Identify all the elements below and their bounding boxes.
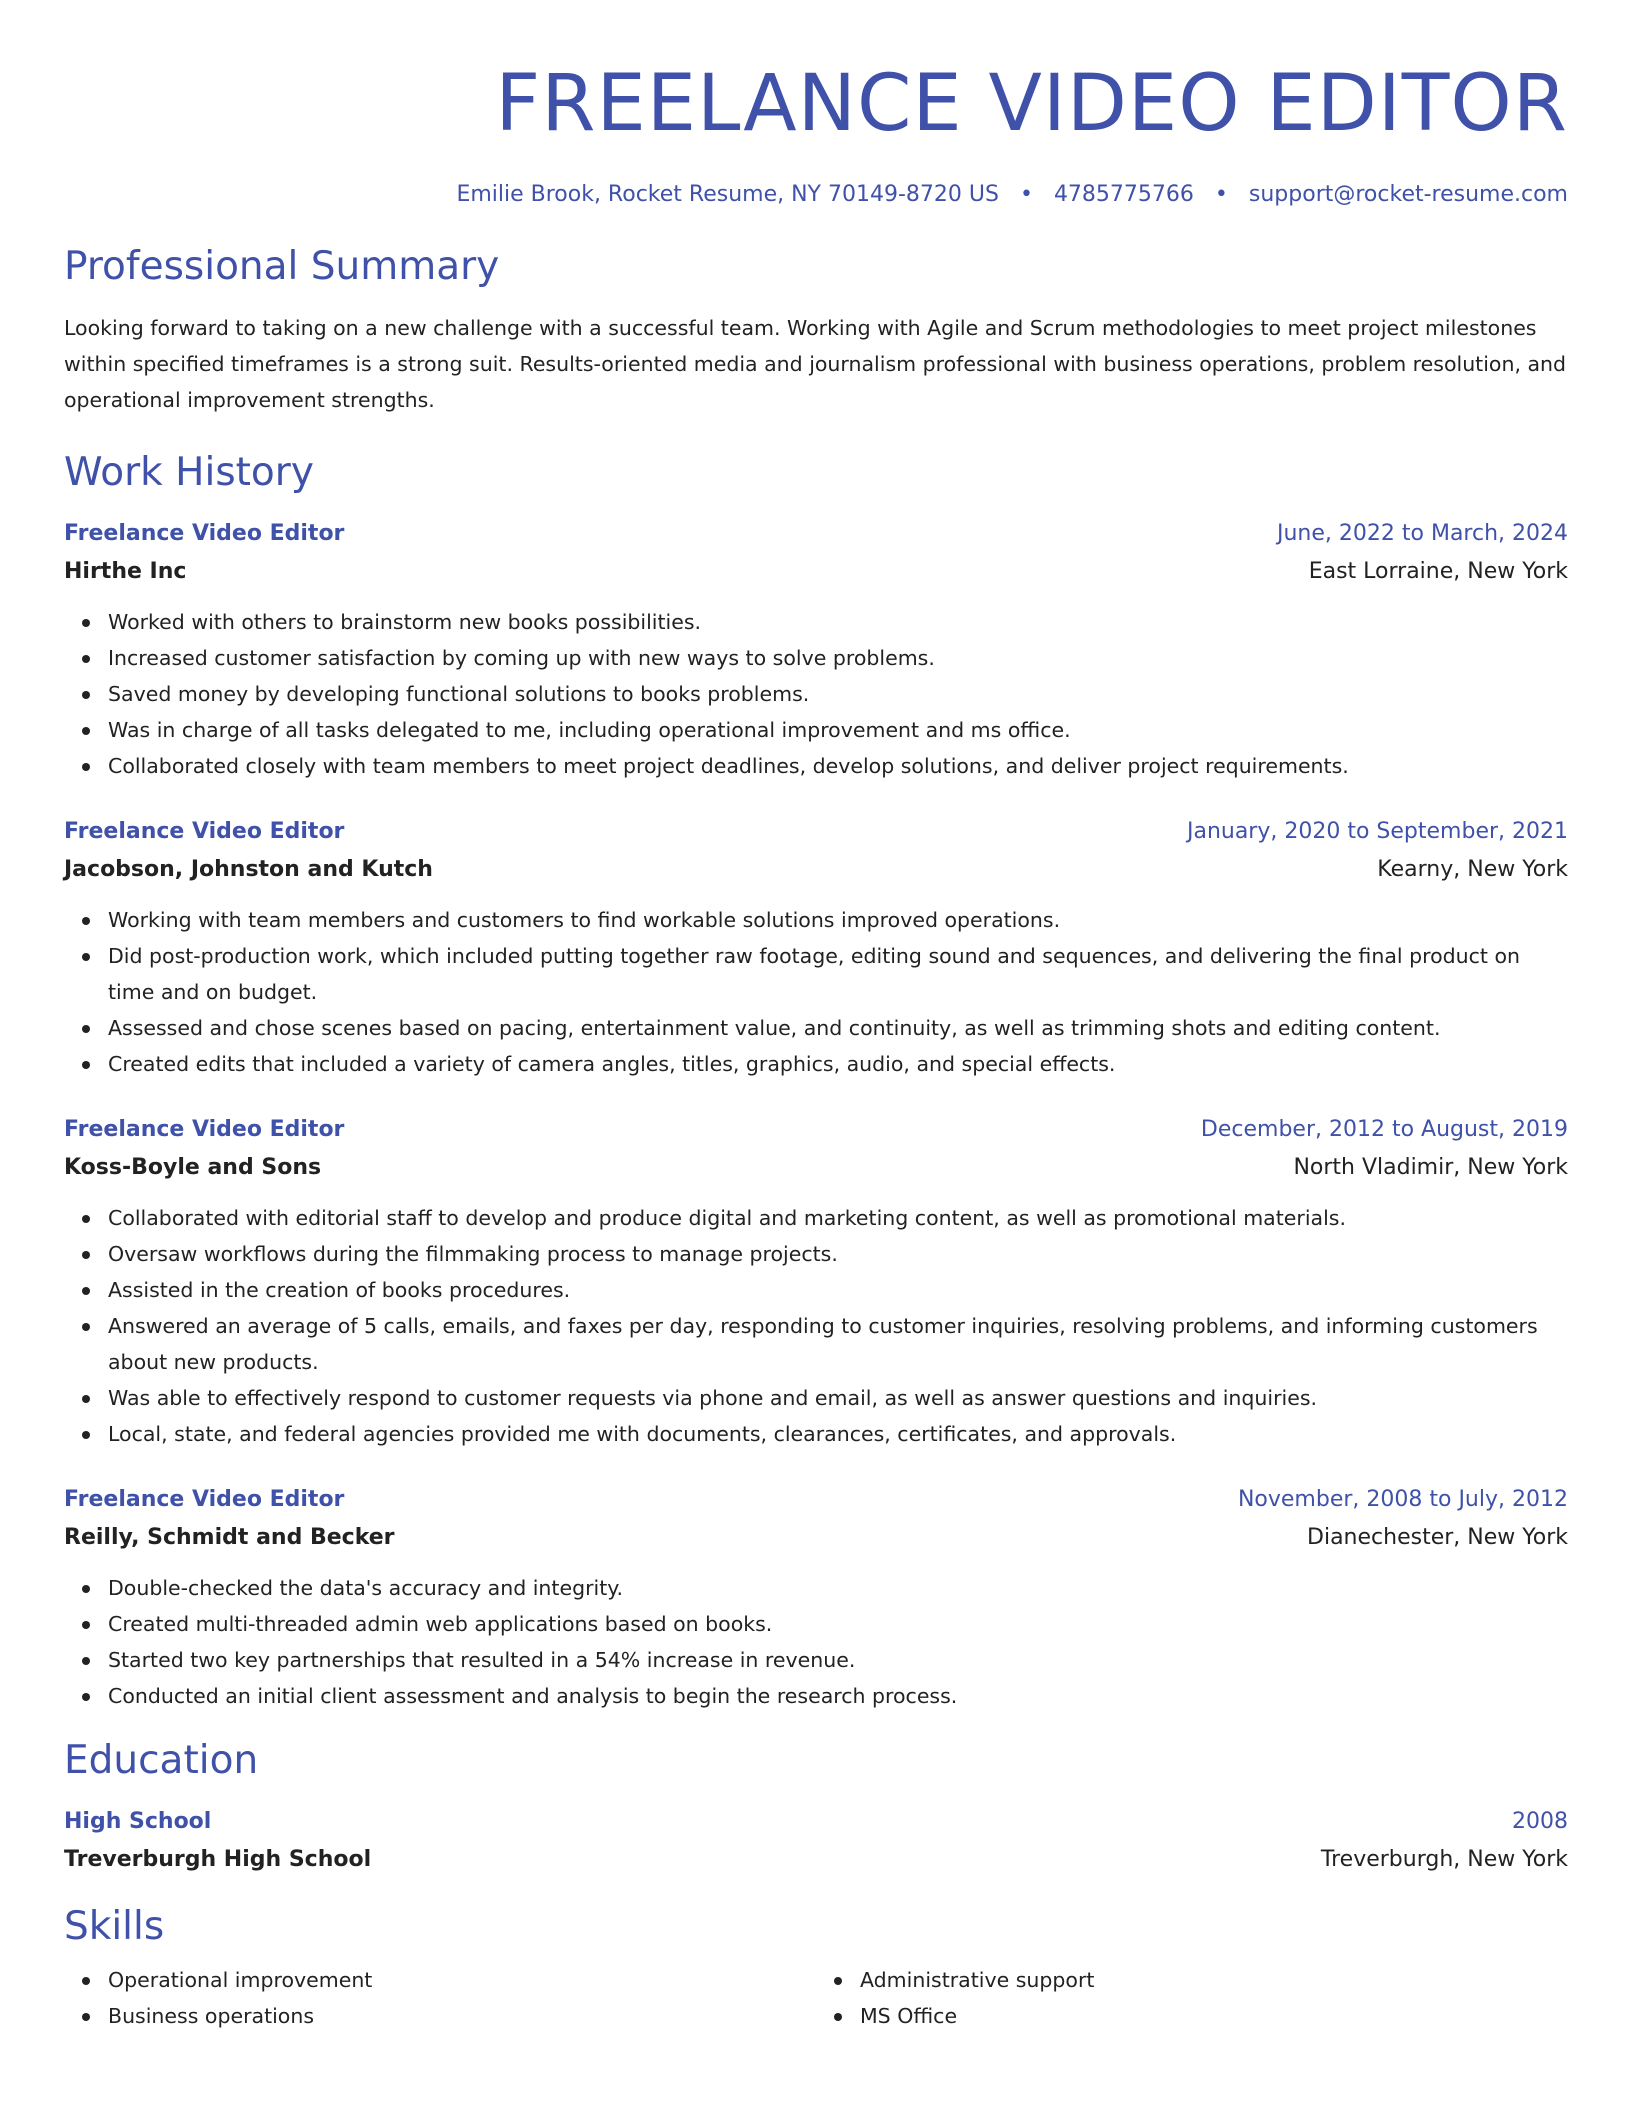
job-company-row <box>64 850 1568 890</box>
resume-page <box>64 0 1568 2034</box>
job-location: Kearny, New York <box>1377 857 1568 882</box>
job-company: Hirthe Inc <box>64 559 187 584</box>
work-history-heading: Work History <box>64 450 314 495</box>
job-company: Reilly, Schmidt and Becker <box>64 1525 395 1550</box>
job-bullet: Saved money by developing functional solutions to books problems. <box>108 676 1568 712</box>
summary-text: Looking forward to taking on a new challenge with a successful team. Working with Agile and Scrum methodologies to meet project milestones within specified timeframes is a strong suit. Results-oriented media and journalism professional with business operations, problem resolution, and operational improvement strengths. <box>64 316 1567 412</box>
job-company-row <box>64 1148 1568 1188</box>
job-company-row <box>64 1518 1568 1558</box>
job-company: Koss-Boyle and Sons <box>64 1155 322 1180</box>
education-year: 2008 <box>1512 1809 1568 1834</box>
job-dates: December, 2012 to August, 2019 <box>1200 1117 1568 1142</box>
job-bullet: Created edits that included a variety of camera angles, titles, graphics, audio, and special effects. <box>108 1046 1568 1082</box>
job-bullet: Created multi-threaded admin web applications based on books. <box>108 1606 1568 1642</box>
skill-item: Administrative support <box>860 1962 1568 1998</box>
job-bullet: Working with team members and customers to find workable solutions improved operations. <box>108 902 1568 938</box>
job-title-row <box>64 814 1568 850</box>
contact-separator: • <box>1214 182 1228 207</box>
contact-line <box>64 180 1568 210</box>
job-bullet: Double-checked the data's accuracy and integrity. <box>108 1570 1568 1606</box>
skills-grid <box>64 1962 1568 2034</box>
job-bullet: Was able to effectively respond to customer requests via phone and email, as well as answer questions and inquiries. <box>108 1380 1568 1416</box>
job-bullets <box>64 1570 1568 1714</box>
education-degree: High School <box>64 1809 212 1834</box>
job-bullet: Started two key partnerships that resulted in a 54% increase in revenue. <box>108 1642 1568 1678</box>
job-title: Freelance Video Editor <box>64 819 345 844</box>
skill-item: Operational improvement <box>108 1962 816 1998</box>
job-bullet: Did post-production work, which included putting together raw footage, editing sound and sequences, and delivering the final product on time and on budget. <box>108 938 1568 1010</box>
job-bullet: Was in charge of all tasks delegated to me, including operational improvement and ms office. <box>108 712 1568 748</box>
contact-address: Emilie Brook, Rocket Resume, NY 70149-8720 US <box>456 182 999 207</box>
job-bullet: Increased customer satisfaction by coming up with new ways to solve problems. <box>108 640 1568 676</box>
job-bullets <box>64 1200 1568 1452</box>
job-bullets <box>64 902 1568 1082</box>
job-entry <box>64 516 1568 784</box>
job-location: Dianechester, New York <box>1307 1525 1568 1550</box>
job-title: Freelance Video Editor <box>64 1117 345 1142</box>
job-dates: June, 2022 to March, 2024 <box>1277 521 1568 546</box>
job-dates: November, 2008 to July, 2012 <box>1237 1487 1568 1512</box>
job-location: East Lorraine, New York <box>1308 559 1568 584</box>
job-title: Freelance Video Editor <box>64 1487 345 1512</box>
job-title-row <box>64 1482 1568 1518</box>
skill-item: Business operations <box>108 1998 816 2034</box>
job-bullet: Collaborated closely with team members to meet project deadlines, develop solutions, and deliver project requirements. <box>108 748 1568 784</box>
job-title: Freelance Video Editor <box>64 521 345 546</box>
education-location: Treverburgh, New York <box>1320 1847 1568 1872</box>
education-degree-row <box>64 1804 1568 1840</box>
job-entry <box>64 1112 1568 1452</box>
job-entry <box>64 1482 1568 1714</box>
summary-heading: Professional Summary <box>64 244 500 289</box>
skill-item: MS Office <box>860 1998 1568 2034</box>
skills-heading: Skills <box>64 1904 165 1949</box>
education-school-row <box>64 1840 1568 1880</box>
education-heading: Education <box>64 1738 259 1783</box>
job-company-row <box>64 552 1568 592</box>
education-entry <box>64 1804 1568 1880</box>
job-entry <box>64 814 1568 1082</box>
job-dates: January, 2020 to September, 2021 <box>1186 819 1568 844</box>
contact-phone: 4785775766 <box>1053 182 1194 207</box>
job-bullet: Oversaw workflows during the filmmaking process to manage projects. <box>108 1236 1568 1272</box>
contact-separator: • <box>1019 182 1033 207</box>
job-bullet: Answered an average of 5 calls, emails, and faxes per day, responding to customer inquiries, resolving problems, and informing customers about new products. <box>108 1308 1568 1380</box>
skills-column-left <box>64 1962 816 2034</box>
contact-email: support@rocket-resume.com <box>1248 182 1568 207</box>
job-title-row <box>64 1112 1568 1148</box>
job-bullet: Assessed and chose scenes based on pacing, entertainment value, and continuity, as well as trimming shots and editing content. <box>108 1010 1568 1046</box>
job-bullet: Conducted an initial client assessment and analysis to begin the research process. <box>108 1678 1568 1714</box>
job-bullet: Local, state, and federal agencies provided me with documents, clearances, certificates, and approvals. <box>108 1416 1568 1452</box>
skills-column-right <box>816 1962 1568 2034</box>
job-title-row <box>64 516 1568 552</box>
job-bullets <box>64 604 1568 784</box>
job-company: Jacobson, Johnston and Kutch <box>64 857 433 882</box>
resume-title: FREELANCE VIDEO EDITOR <box>495 59 1568 149</box>
education-school: Treverburgh High School <box>64 1847 372 1872</box>
job-bullet: Collaborated with editorial staff to develop and produce digital and marketing content, as well as promotional materials. <box>108 1200 1568 1236</box>
job-location: North Vladimir, New York <box>1293 1155 1568 1180</box>
job-bullet: Assisted in the creation of books procedures. <box>108 1272 1568 1308</box>
job-bullet: Worked with others to brainstorm new books possibilities. <box>108 604 1568 640</box>
